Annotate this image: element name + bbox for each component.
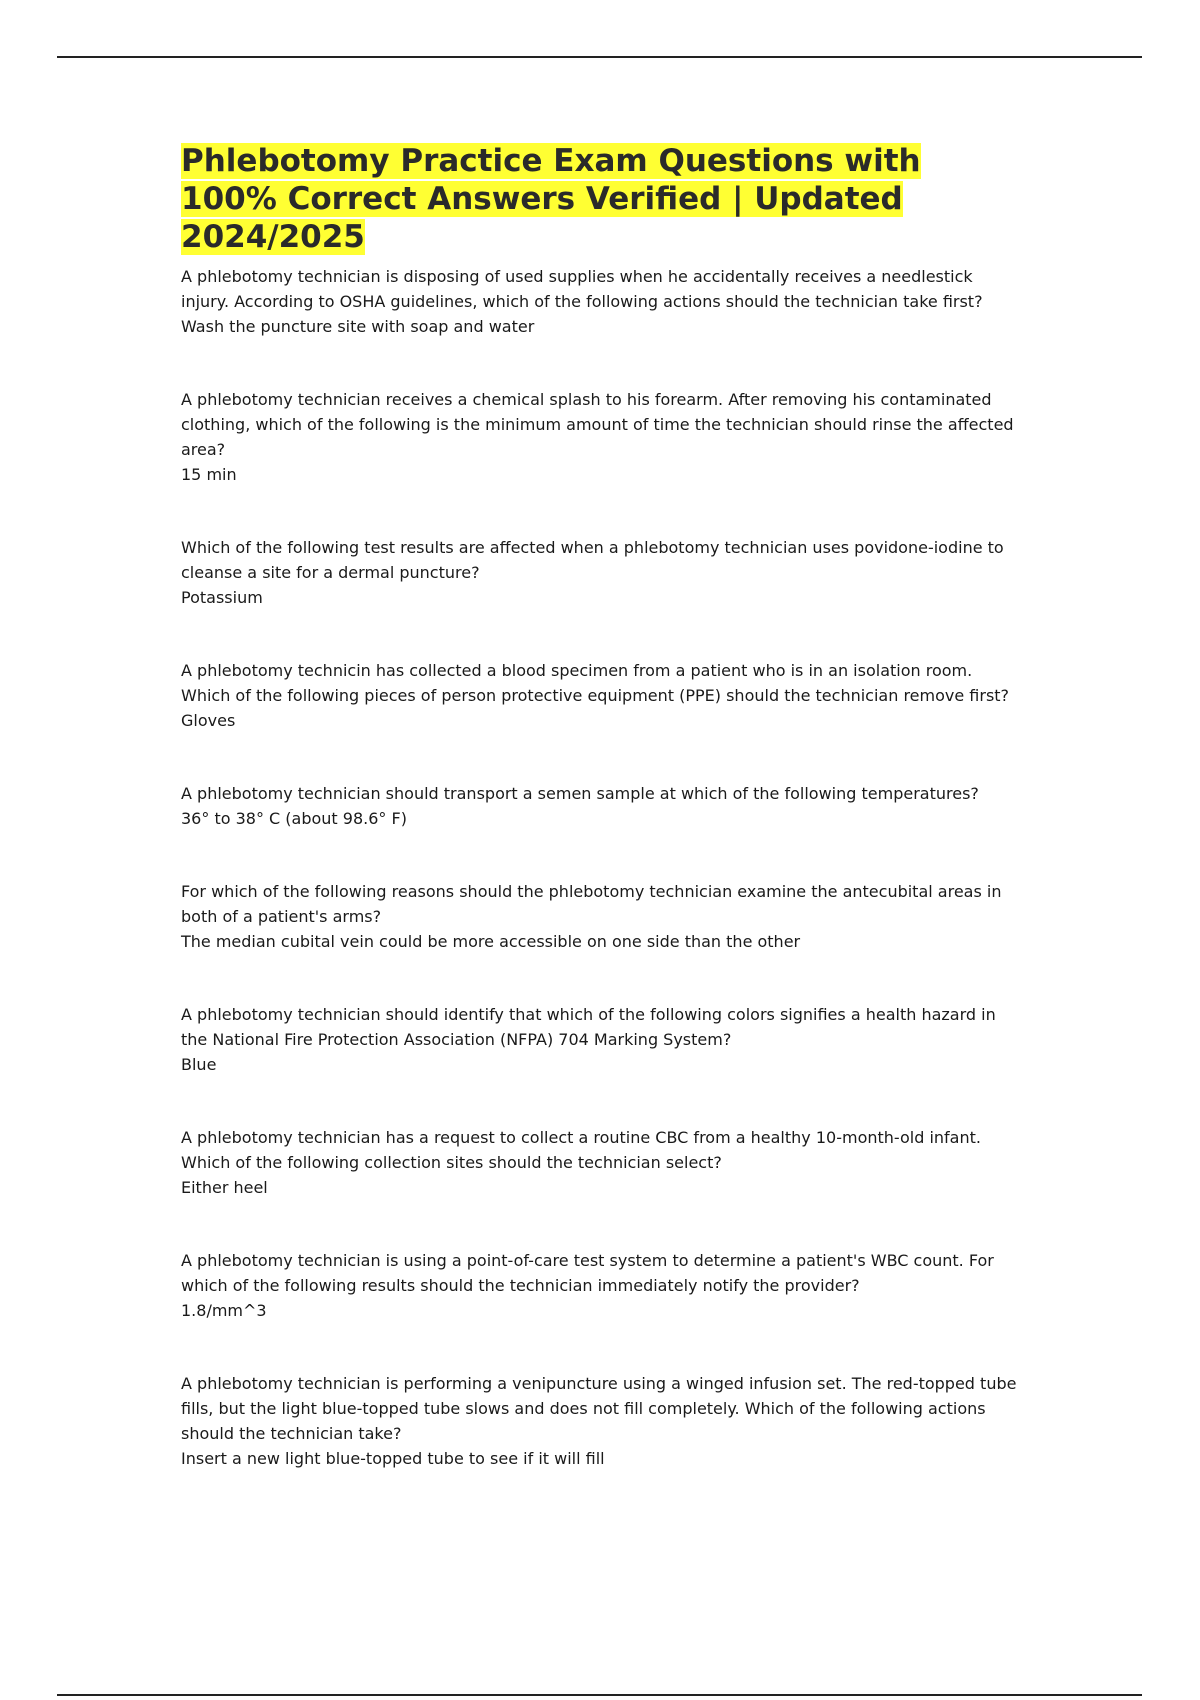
answer-text: 15 min bbox=[181, 465, 237, 484]
answer-text: Insert a new light blue-topped tube to see if it will fill bbox=[181, 1449, 605, 1468]
question-text: A phlebotomy technician should identify that which of the following colors signifies a health hazard in the National Fire Protection Association (NFPA) 704 Marking System? bbox=[181, 1005, 996, 1049]
question-text: A phlebotomy technicin has collected a blood specimen from a patient who is in an isolation room. Which of the following pieces of person protective equipment (PPE) should the technician remove first? bbox=[181, 661, 1010, 705]
qa-item-9 bbox=[181, 1248, 1021, 1323]
qa-item-1 bbox=[181, 264, 1021, 339]
qa-item-8 bbox=[181, 1125, 1021, 1200]
answer-text: 36° to 38° C (about 98.6° F) bbox=[181, 809, 407, 828]
footer-rule bbox=[57, 1694, 1142, 1696]
qa-item-2 bbox=[181, 387, 1021, 487]
question-text: Which of the following test results are affected when a phlebotomy technician uses povidone-iodine to cleanse a site for a dermal puncture? bbox=[181, 538, 1004, 582]
question-text: For which of the following reasons should the phlebotomy technician examine the antecubital areas in both of a patient's arms? bbox=[181, 882, 1002, 926]
title-highlight: Phlebotomy Practice Exam Questions with 100% Correct Answers Verified | Updated 2024/2025 bbox=[181, 143, 921, 255]
answer-text: Either heel bbox=[181, 1178, 268, 1197]
answer-text: Wash the puncture site with soap and water bbox=[181, 317, 535, 336]
question-text: A phlebotomy technician is disposing of used supplies when he accidentally receives a needlestick injury. According to OSHA guidelines, which of the following actions should the technician take first? bbox=[181, 267, 983, 311]
answer-text: Potassium bbox=[181, 588, 263, 607]
qa-item-4 bbox=[181, 658, 1021, 733]
document-body bbox=[181, 142, 1021, 1471]
question-text: A phlebotomy technician is using a point-of-care test system to determine a patient's WBC count. For which of the following results should the technician immediately notify the provider? bbox=[181, 1251, 994, 1295]
answer-text: Blue bbox=[181, 1055, 217, 1074]
qa-item-5 bbox=[181, 781, 1021, 831]
document-title bbox=[181, 142, 1021, 256]
answer-text: The median cubital vein could be more accessible on one side than the other bbox=[181, 932, 801, 951]
answer-text: Gloves bbox=[181, 711, 236, 730]
question-text: A phlebotomy technician should transport a semen sample at which of the following temperatures? bbox=[181, 784, 979, 803]
answer-text: 1.8/mm^3 bbox=[181, 1301, 267, 1320]
qa-item-6 bbox=[181, 879, 1021, 954]
qa-item-10 bbox=[181, 1371, 1021, 1471]
qa-item-3 bbox=[181, 535, 1021, 610]
question-text: A phlebotomy technician has a request to collect a routine CBC from a healthy 10-month-old infant. Which of the following collection sites should the technician select? bbox=[181, 1128, 981, 1172]
qa-item-7 bbox=[181, 1002, 1021, 1077]
header-rule bbox=[57, 56, 1142, 58]
question-text: A phlebotomy technician receives a chemical splash to his forearm. After removing his contaminated clothing, which of the following is the minimum amount of time the technician should rinse the affected area? bbox=[181, 390, 1014, 459]
question-text: A phlebotomy technician is performing a venipuncture using a winged infusion set. The red-topped tube fills, but the light blue-topped tube slows and does not fill completely. Which of the following actions should the technician take? bbox=[181, 1374, 1017, 1443]
